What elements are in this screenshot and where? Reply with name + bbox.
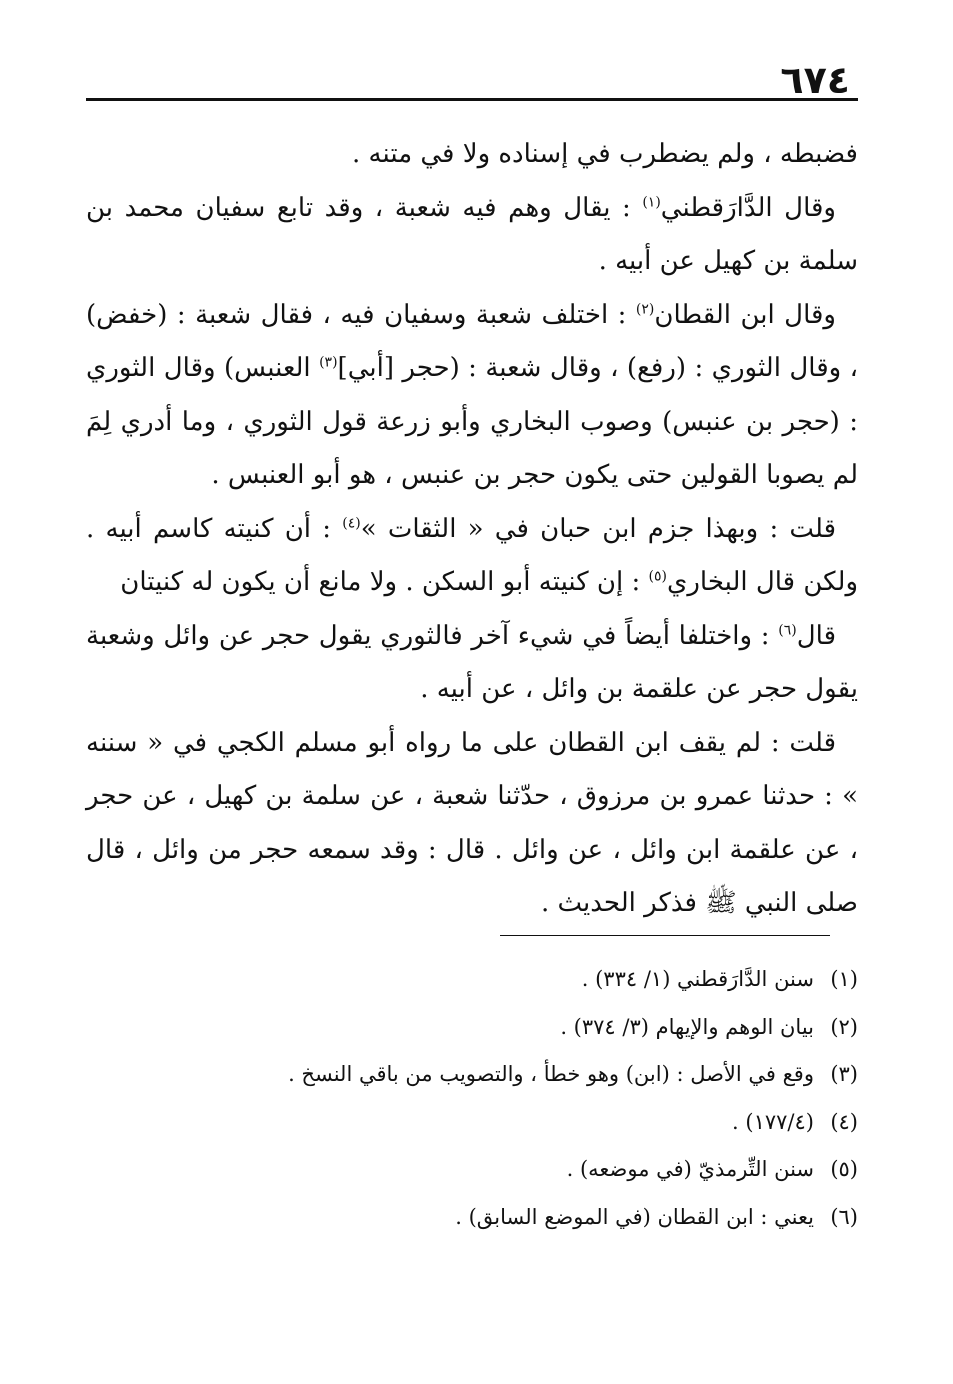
footnote-number: (٣) xyxy=(830,1062,858,1086)
page-number: ٦٧٤ xyxy=(780,58,850,102)
paragraph-5 xyxy=(86,610,858,717)
footnote-number: (٢) xyxy=(830,1014,858,1039)
footnote-marker: (٣) xyxy=(319,354,338,371)
text-line: وقال ابن القطان$^{(٢)}$ : اختلف شعبة وسفيان فيه ، فقال شعبة : (خفض) ، xyxy=(86,299,859,383)
text-line: (حجر بن عنبس) وصوب البخاري وأبو زرعة قول الثوري ، وما أدري لِمَ لم xyxy=(86,406,858,490)
footnote-6 xyxy=(86,1194,858,1242)
footnote-marker: (١) xyxy=(642,193,661,210)
text-line: قلت : لم يقف ابن القطان على ما رواه أبو مسلم الكجي في « سننه » : حدثنا xyxy=(86,727,858,811)
footnote-separator xyxy=(500,935,830,936)
footnote-5 xyxy=(86,1146,858,1194)
footnote-number: (٤) xyxy=(830,1109,858,1134)
paragraph-6 xyxy=(86,717,858,931)
text-line: ابن وائل ، عن وائل . قال : وقد سمعه حجر من وائل ، قال صلى النبي ﷺ xyxy=(86,834,858,918)
text-line: البخاري$^{(٥)}$ : إن كنيته أبو السكن . ولا مانع أن يكون له كنيتان xyxy=(120,567,748,597)
header-rule xyxy=(86,98,858,101)
footnote-text: بيان الوهم والإيهام (٣/ ٣٧٤) . xyxy=(560,1014,814,1039)
text-line: عمرو بن مرزوق ، حدّثنا شعبة ، عن سلمة بن كهيل ، عن حجر ، عن علقمة xyxy=(86,781,858,865)
footnote-marker: (٢) xyxy=(635,300,655,317)
footnote-marker: (٥) xyxy=(648,568,667,585)
footnote-number: (١) xyxy=(830,967,858,991)
text-line: قال$^{(٦)}$ : واختلفا أيضاً في شيء آخر فالثوري يقول حجر عن وائل وشعبة يقول xyxy=(86,620,858,704)
text-line: يصوبا القولين حتى يكون حجر بن عنبس ، هو أبو العنبس . xyxy=(211,460,825,490)
footnote-marker: (٤) xyxy=(342,514,361,531)
text-line: قلت : وبهذا جزم ابن حبان في « الثقات »$^{(٤)}$ : أن كنيته كاسم أبيه . ولكن قال xyxy=(86,513,858,597)
text-line: حجر عن علقمة بن وائل ، عن أبيه . xyxy=(420,674,798,704)
footnote-2 xyxy=(86,1004,858,1052)
footnote-text: (١٧٧/٤) . xyxy=(732,1109,814,1134)
text-line: وقال الثوري : (رفع) ، وقال شعبة : (حجر [أبي]$^{(٣)}$ العنبس) وقال الثوري : xyxy=(86,353,859,437)
footnote-number: (٥) xyxy=(830,1157,858,1181)
paragraph-4 xyxy=(86,503,858,610)
footnote-1 xyxy=(86,956,858,1004)
paragraph-2 xyxy=(86,182,858,289)
paragraph-3 xyxy=(86,289,858,503)
text-line: فضبطه ، ولم يضطرب في إسناده ولا في متنه . xyxy=(352,139,858,169)
footnote-4 xyxy=(86,1099,858,1147)
text-line: فذكر الحديث . xyxy=(540,888,697,918)
footnote-text: وقع في الأصل : (ابن) وهو خطأ ، والتصويب من باقي النسخ . xyxy=(288,1062,814,1086)
footnote-number: (٦) xyxy=(830,1204,858,1229)
text-line: كهيل عن أبيه . xyxy=(598,246,756,276)
body-text xyxy=(86,128,858,931)
paragraph-1 xyxy=(86,128,858,182)
footnote-marker: (٦) xyxy=(778,621,797,638)
footnote-text: يعني : ابن القطان (في الموضع السابق) . xyxy=(455,1204,814,1229)
footnote-3 xyxy=(86,1051,858,1099)
footnote-text: سنن التِّرمذيّ (في موضعه) . xyxy=(566,1157,814,1181)
text-line: وقال الدَّارَقطني$^{(١)}$ : يقال وهم فيه شعبة ، وقد تابع سفيان محمد بن سلمة بن xyxy=(86,192,858,276)
footnotes xyxy=(86,956,858,1241)
footnote-text: سنن الدَّارَقطني (١/ ٣٣٤) . xyxy=(581,967,814,991)
